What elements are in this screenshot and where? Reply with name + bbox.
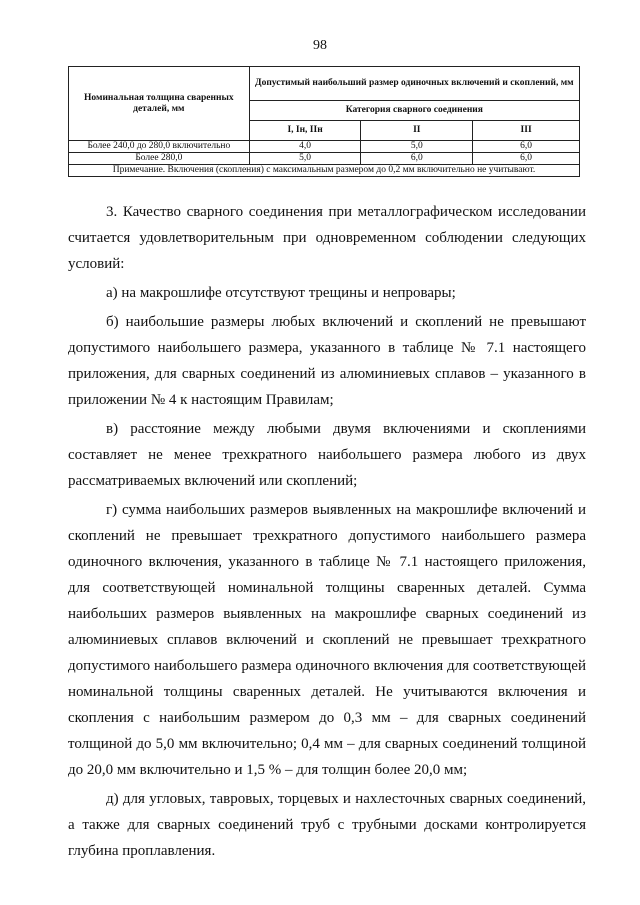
cell-value: 6,0 [473, 141, 580, 153]
table-row [69, 141, 580, 153]
column-header: III [473, 121, 580, 141]
paragraph-g: г) сумма наибольших размеров выявленных на макрошлифе включений и скоплений не превышает трехкратного допустимого наибольшего размера одиночного включения, указанного в таблице № 7.1 настоящего приложения, для соответствующей номинальной толщины сваренных деталей. Сумма наибольших размеров выявленных на макрошлифе сварных соединений из алюминиевых сплавов включений и скоплений не превышает трехкратного допустимого наибольшего размера одиночного включения для соответствующей номинальной толщины сваренных деталей. Не учитываются включения и скопления с наибольшим размером до 0,3 мм – для сварных соединений толщиной до 5,0 мм включительно; 0,4 мм – для сварных соединений толщиной до 20,0 мм включительно и 1,5 % – для толщин более 20,0 мм; [68, 502, 586, 778]
paragraph-b: б) наибольшие размеры любых включений и скоплений не превышают допустимого наибольшего размера, указанного в таблице № 7.1 настоящего приложения, для сварных соединений из алюминиевых сплавов – указанного в приложении № 4 к настоящим Правилам; [68, 314, 586, 408]
table-note: Примечание. Включения (скопления) с максимальным размером до 0,2 мм включительно не учитывают. [69, 165, 580, 177]
header-weld-category: Категория сварного соединения [249, 101, 579, 121]
row-label: Более 280,0 [69, 153, 250, 165]
paragraph-3: 3. Качество сварного соединения при металлографическом исследовании считается удовлетворительным при одновременном соблюдении следующих условий: [68, 204, 586, 272]
cell-value: 6,0 [361, 153, 473, 165]
column-header: I, Iн, IIн [249, 121, 361, 141]
paragraph-d: д) для угловых, тавровых, торцевых и нахлесточных сварных соединений, а также для сварных соединений труб с трубными досками контролируется глубина проплавления. [68, 791, 586, 859]
cell-value: 4,0 [249, 141, 361, 153]
header-allowed-size: Допустимый наибольший размер одиночных включений и скоплений, мм [249, 67, 579, 101]
page-number: 98 [313, 38, 327, 53]
paragraph-v: в) расстояние между любыми двумя включениями и скоплениями составляет не менее трехкратного наибольшего размера любого из двух рассматриваемых включений или скоплений; [68, 421, 586, 489]
body-text [68, 199, 586, 864]
paragraph-a: а) на макрошлифе отсутствуют трещины и непровары; [106, 285, 456, 301]
cell-value: 5,0 [361, 141, 473, 153]
inclusion-size-table [68, 66, 580, 177]
row-label: Более 240,0 до 280,0 включительно [69, 141, 250, 153]
cell-value: 6,0 [473, 153, 580, 165]
header-nominal-thickness: Номинальная толщина сваренных деталей, мм [69, 67, 250, 141]
table-row [69, 153, 580, 165]
column-header: II [361, 121, 473, 141]
cell-value: 5,0 [249, 153, 361, 165]
